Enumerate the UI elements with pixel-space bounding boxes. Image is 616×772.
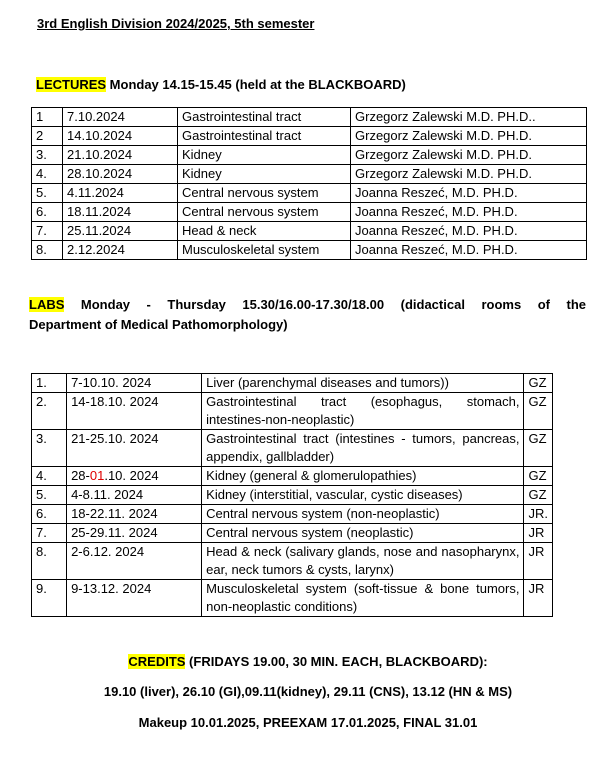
row-number: 8. [32, 543, 67, 580]
row-date: 14-18.10. 2024 [67, 393, 202, 430]
credits-dates: 19.10 (liver), 26.10 (GI),09.11(kidney), 29.11 (CNS), 13.12 (HN & MS) [103, 684, 513, 699]
row-number: 5. [32, 486, 67, 505]
topic-line1: Central nervous system (non-neoplastic) [206, 506, 440, 521]
table-row [32, 393, 553, 430]
row-number: 4. [32, 467, 67, 486]
topic-line1: Gastrointestinal tract (intestines - tumors, pancreas, [206, 431, 520, 446]
row-lecturer: Joanna Reszeć, M.D. PH.D. [351, 184, 587, 203]
row-number: 9. [32, 580, 67, 617]
row-number: 8. [32, 241, 63, 260]
table-row [32, 241, 587, 260]
topic-line2: non-neoplastic conditions) [206, 599, 358, 614]
labs-heading [29, 295, 586, 335]
row-topic [202, 543, 524, 580]
row-lecturer: Grzegorz Zalewski M.D. PH.D.. [351, 108, 587, 127]
row-topic [202, 467, 524, 486]
lectures-label: LECTURES [36, 77, 107, 92]
row-date: 21-25.10. 2024 [67, 430, 202, 467]
row-lecturer: JR [524, 580, 553, 617]
topic-line2: appendix, gallbladder) [206, 449, 335, 464]
row-lecturer: GZ [524, 467, 553, 486]
row-date: 7-10.10. 2024 [67, 374, 202, 393]
row-lecturer: JR. [524, 505, 553, 524]
row-number: 2 [32, 127, 63, 146]
row-topic [202, 524, 524, 543]
row-number: 4. [32, 165, 63, 184]
table-row [32, 486, 553, 505]
row-lecturer: JR [524, 524, 553, 543]
exam-dates: Makeup 10.01.2025, PREEXAM 17.01.2025, FINAL 31.01 [138, 715, 478, 730]
topic-line2: intestines-non-neoplastic) [206, 412, 355, 427]
row-topic [202, 580, 524, 617]
table-row [32, 580, 553, 617]
row-topic: Kidney [178, 165, 351, 184]
credits-label: CREDITS [128, 654, 186, 669]
row-date: 18.11.2024 [63, 203, 178, 222]
row-date: 25-29.11. 2024 [67, 524, 202, 543]
row-lecturer: Joanna Reszeć, M.D. PH.D. [351, 222, 587, 241]
topic-line1: Musculoskeletal system (soft-tissue & bone tumors, [206, 581, 520, 596]
topic-line1: Head & neck (salivary glands, nose and nasopharynx, [206, 544, 520, 559]
table-row [32, 184, 587, 203]
topic-line2: ear, neck tumors & cysts, larynx) [206, 562, 394, 577]
row-date: 18-22.11. 2024 [67, 505, 202, 524]
row-lecturer: GZ [524, 486, 553, 505]
row-lecturer: Joanna Reszeć, M.D. PH.D. [351, 241, 587, 260]
row-topic: Kidney [178, 146, 351, 165]
row-topic: Central nervous system [178, 203, 351, 222]
row-number: 3. [32, 430, 67, 467]
date-corrected: 01 [89, 468, 105, 483]
labs-details-line2: Department of Medical Pathomorphology) [29, 317, 288, 332]
row-number: 1. [32, 374, 67, 393]
row-topic [202, 393, 524, 430]
table-row [32, 146, 587, 165]
row-lecturer: GZ [524, 393, 553, 430]
row-date: 2.12.2024 [63, 241, 178, 260]
row-date: 7.10.2024 [63, 108, 178, 127]
topic-line1: Kidney (interstitial, vascular, cystic diseases) [206, 487, 463, 502]
row-date [67, 467, 202, 486]
row-date: 25.11.2024 [63, 222, 178, 241]
row-number: 5. [32, 184, 63, 203]
topic-line1: Central nervous system (neoplastic) [206, 525, 414, 540]
row-lecturer: Grzegorz Zalewski M.D. PH.D. [351, 127, 587, 146]
table-row [32, 524, 553, 543]
lectures-heading [36, 77, 406, 92]
row-lecturer: Joanna Reszeć, M.D. PH.D. [351, 203, 587, 222]
topic-line1: Gastrointestinal tract (esophagus, stomach, [206, 394, 520, 409]
labs-table [31, 373, 553, 617]
labs-heading-line1 [29, 295, 586, 315]
lectures-details: Monday 14.15-15.45 (held at the BLACKBOARD) [106, 77, 406, 92]
labs-label: LABS [29, 297, 65, 312]
row-lecturer: GZ [524, 374, 553, 393]
row-lecturer: Grzegorz Zalewski M.D. PH.D. [351, 146, 587, 165]
row-number: 7. [32, 524, 67, 543]
credits-details: (FRIDAYS 19.00, 30 MIN. EACH, BLACKBOARD): [185, 654, 488, 669]
row-topic [202, 374, 524, 393]
table-row [32, 374, 553, 393]
row-date: 2-6.12. 2024 [67, 543, 202, 580]
table-row [32, 430, 553, 467]
row-date: 14.10.2024 [63, 127, 178, 146]
row-date: 9-13.12. 2024 [67, 580, 202, 617]
table-row [32, 505, 553, 524]
row-number: 6. [32, 203, 63, 222]
row-date: 28.10.2024 [63, 165, 178, 184]
row-lecturer: JR [524, 543, 553, 580]
row-topic [202, 430, 524, 467]
table-row [32, 165, 587, 184]
date-end: .10. 2024 [104, 468, 159, 483]
row-topic: Gastrointestinal tract [178, 127, 351, 146]
row-topic: Head & neck [178, 222, 351, 241]
topic-line1: Kidney (general & glomerulopathies) [206, 468, 417, 483]
row-number: 2. [32, 393, 67, 430]
table-row [32, 543, 553, 580]
labs-details-line1: Monday - Thursday 15.30/16.00-17.30/18.00 (didactical rooms of the [64, 297, 586, 312]
row-number: 1 [32, 108, 63, 127]
document-title: 3rd English Division 2024/2025, 5th semester [37, 16, 315, 31]
row-date: 4.11.2024 [63, 184, 178, 203]
credits-heading [0, 654, 616, 669]
lectures-table [31, 107, 587, 260]
row-lecturer: GZ [524, 430, 553, 467]
row-lecturer: Grzegorz Zalewski M.D. PH.D. [351, 165, 587, 184]
row-number: 6. [32, 505, 67, 524]
row-topic: Musculoskeletal system [178, 241, 351, 260]
row-topic [202, 505, 524, 524]
row-date: 21.10.2024 [63, 146, 178, 165]
row-topic: Central nervous system [178, 184, 351, 203]
row-number: 7. [32, 222, 63, 241]
table-row [32, 203, 587, 222]
table-row [32, 127, 587, 146]
table-row [32, 108, 587, 127]
row-topic [202, 486, 524, 505]
row-number: 3. [32, 146, 63, 165]
table-row [32, 222, 587, 241]
row-date: 4-8.11. 2024 [67, 486, 202, 505]
table-row [32, 467, 553, 486]
topic-line1: Liver (parenchymal diseases and tumors)) [206, 375, 449, 390]
date-start: 28- [71, 468, 90, 483]
row-topic: Gastrointestinal tract [178, 108, 351, 127]
